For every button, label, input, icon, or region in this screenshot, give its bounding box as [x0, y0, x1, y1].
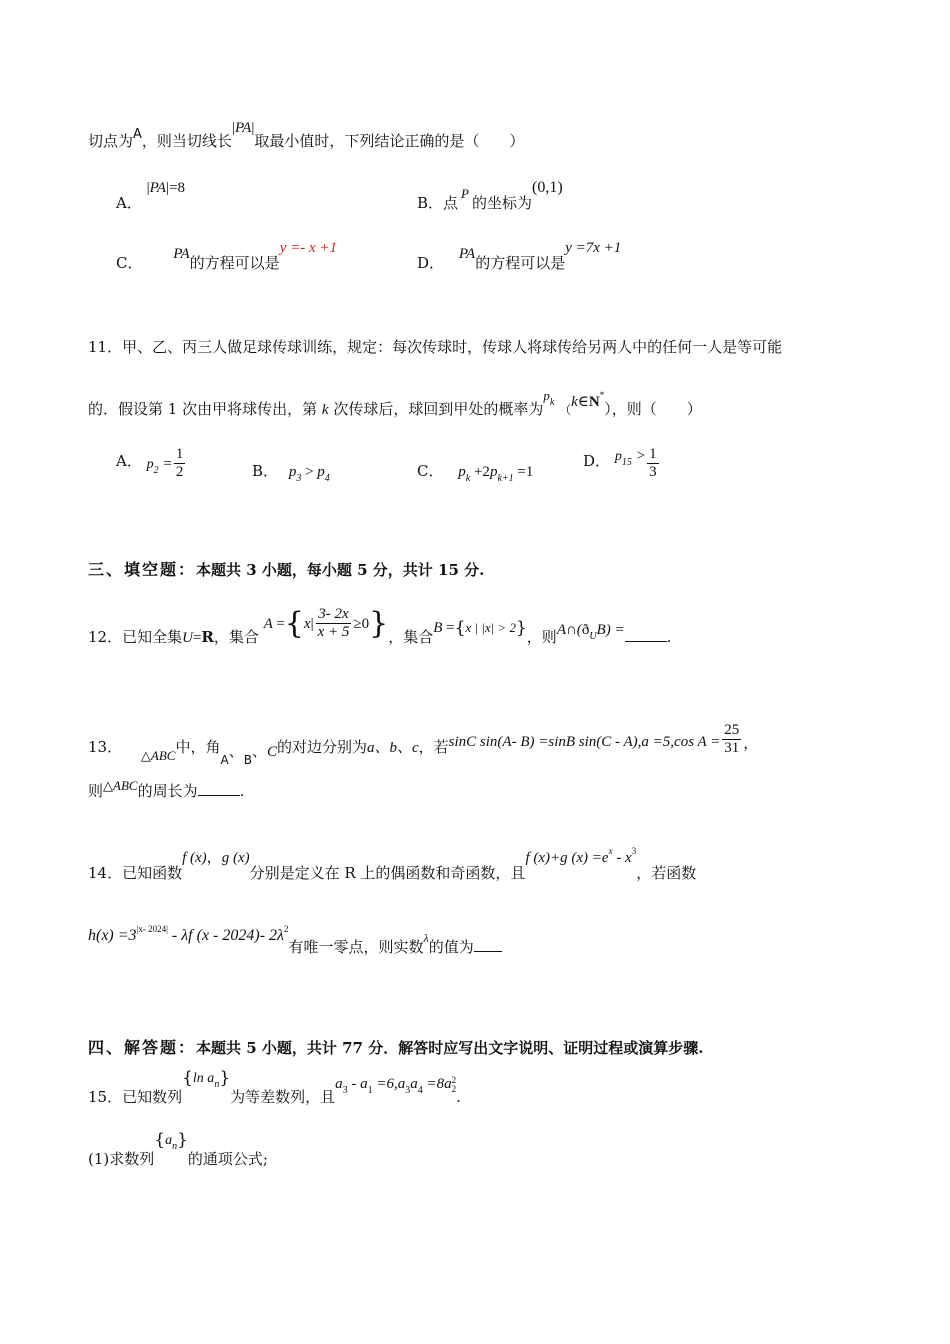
q14-lambda: λ — [423, 931, 429, 945]
q12-eq: = — [276, 615, 285, 632]
q11-cond-in: ∈ — [577, 394, 589, 410]
q11-pk-sub: k — [549, 397, 555, 408]
q12-bar: | — [310, 615, 314, 632]
q13-cos-den: 31 — [724, 740, 740, 757]
q13-sep1: 、 — [228, 741, 244, 760]
q11-option-b — [252, 462, 330, 484]
q13-t1: 中，角 — [175, 737, 221, 756]
q13-line2-a: 则 — [88, 782, 104, 800]
q14-h-mid: - λf (x - 2024)- 2λ — [167, 927, 284, 944]
q11-option-d-gt: > — [636, 447, 646, 464]
q11-paren-open: （ — [559, 403, 572, 417]
q10-tangent-length: PA — [234, 120, 252, 136]
q11-option-c-eq: =1 — [517, 464, 534, 480]
q13-answer-blank[interactable] — [198, 795, 240, 796]
q12-complement-sub: U — [589, 630, 597, 642]
q12-result: A∩( — [556, 621, 582, 638]
q14-answer-blank[interactable] — [474, 951, 502, 952]
q11-option-c-p2: p — [489, 464, 498, 480]
q15-c4: a — [410, 1076, 418, 1093]
section3-title: 三、填空题： — [88, 560, 197, 579]
q14-h-lhs: h(x) =3 — [88, 927, 137, 944]
q15-c3-sub: 3 — [405, 1085, 411, 1097]
q11-option-b-p1: p — [288, 464, 297, 480]
q15-c2: - a — [347, 1076, 368, 1093]
q10-option-a-lhs: PA — [149, 180, 167, 196]
q10-option-d-label: D． — [417, 254, 445, 272]
q15-part1-prefix: (1)求数列 — [88, 1150, 155, 1169]
q11-option-d-num: 1 — [647, 446, 659, 464]
q13-line1 — [88, 712, 759, 767]
q13-line2 — [88, 776, 245, 800]
q10-option-c-var: PA — [173, 246, 190, 262]
q14-t4: 的值为 — [428, 938, 474, 956]
q12-prefix: 12．已知全集 — [88, 627, 183, 646]
q12-B-set: x | |x| > 2 — [465, 619, 516, 635]
q10-option-b — [417, 178, 563, 212]
q14-t2: ，若函数 — [636, 864, 697, 882]
q10-option-c-equation: y =- x +1 — [279, 240, 337, 256]
q14-g: g (x) — [221, 850, 250, 866]
q12-answer-blank[interactable] — [625, 641, 667, 642]
q12-end: . — [666, 627, 672, 646]
q12-ge0: ≥0 — [353, 615, 370, 632]
q11-line1: 11．甲、乙、丙三人做足球传球训练，规定：每次传球时，传球人将球传给另两人中的任何一人是等可能 — [88, 338, 783, 356]
section4-heading — [88, 1038, 703, 1057]
q10-stem-c: 取最小值时，下列结论正确的是（ ） — [254, 132, 525, 150]
q11-paren-close: ），则（ ） — [604, 400, 702, 418]
q10-point-a: A — [133, 127, 142, 142]
q10-option-b-math: (0,1) — [532, 179, 563, 196]
q12-mid2: ，集合 — [388, 627, 434, 646]
q14-h-exp2: 2 — [283, 924, 289, 934]
q15-part1-sub: n — [172, 1141, 178, 1153]
q10-option-c — [116, 238, 337, 272]
q14-line1 — [88, 846, 697, 882]
q11-option-b-sub2: 4 — [324, 473, 330, 484]
q12-den: x + 5 — [317, 624, 350, 641]
q15-c5: =8a — [422, 1076, 452, 1093]
q13-comma: ， — [743, 733, 759, 752]
q12: 12．已知全集U=R，集合 A ={x| $\frac{3- 2x}{x + 5}$ ≥0}，集合B ={x | |x| > 2}，则$A\cap(ð_UB)$ = . — [88, 605, 672, 646]
q11-option-c-label: C． — [417, 462, 444, 480]
q13-prefix: 13． — [88, 737, 123, 756]
q11-option-b-sub1: 3 — [296, 473, 302, 484]
q11-cond-k: k — [571, 394, 578, 410]
q10-option-d-text: 的方程可以是 — [475, 254, 566, 272]
q15-c4-sub: 4 — [417, 1085, 423, 1097]
q15-seq: ln a — [192, 1071, 215, 1087]
q15-part1: (1)求数列$\{a_n\}$的通项公式; — [88, 1130, 268, 1169]
q12-num: 3- 2x — [316, 606, 350, 624]
q11-line2-b: 次传球后，球回到甲处的概率为 — [333, 400, 544, 418]
q15-c2-sub: 1 — [367, 1085, 373, 1097]
q11-cond-star: * — [599, 390, 605, 400]
q11-option-d-den: 3 — [649, 464, 657, 481]
q14-h-exp: |x- 2024| — [136, 924, 168, 934]
q11-option-c-sub2: k+1 — [497, 473, 514, 484]
q15-prefix: 15．已知数列 — [88, 1088, 183, 1107]
q11-pk: p — [543, 388, 550, 403]
q13-end: . — [239, 782, 245, 800]
q10-option-d-var: PA — [458, 246, 476, 262]
q11-option-a-eq: = — [163, 455, 172, 472]
q11-option-d-sub: 15 — [621, 456, 632, 468]
q10-option-a-label: A． — [116, 194, 142, 212]
q11-option-a-p: p — [146, 456, 154, 472]
q15-t1: 为等差数列，且 — [230, 1088, 336, 1107]
q14-eq-mid: - x — [612, 850, 632, 866]
q11-option-a-num: 1 — [174, 446, 186, 464]
q13-B: B — [243, 752, 252, 767]
q11-option-a-sub: 2 — [153, 464, 159, 476]
q10-option-d-equation: y =7x +1 — [565, 240, 622, 256]
q10-option-b-var: P — [461, 186, 469, 201]
q11-option-a-den: 2 — [175, 464, 184, 481]
q15-part1-text: 的通项公式; — [187, 1150, 268, 1169]
q11-option-c-plus: +2 — [473, 464, 490, 480]
q11-option-b-gt: > — [305, 464, 314, 480]
q10-stem-b: ，则当切线长 — [141, 132, 232, 150]
q15-seq-sub: n — [214, 1079, 220, 1091]
q12-eq2: = — [446, 619, 455, 636]
q14-eq-lhs: f (x)+g (x) =e — [525, 850, 609, 866]
q13-condition: sinC sin(A- B) =sinB sin(C - A),a =5,cos A = — [448, 733, 721, 750]
q11-option-d — [583, 446, 661, 482]
q11-option-b-label: B． — [252, 462, 279, 480]
q11-option-b-p2: p — [317, 464, 325, 480]
q10-option-a-rhs: =8 — [169, 180, 186, 196]
q15-part1-seq: a — [165, 1133, 173, 1149]
q13-t3: ，若 — [418, 737, 449, 756]
q14-t1: 分别是定义在 R 上的偶函数和奇函数，且 — [249, 864, 526, 882]
q13-A: A — [220, 752, 229, 767]
q13-line2-triangle: △ABC — [103, 778, 138, 793]
q11-k: k — [321, 402, 329, 418]
q13-C: C — [266, 743, 277, 760]
q15-c1-sub: 3 — [342, 1085, 348, 1097]
q11-option-a — [116, 446, 187, 482]
q12-complement: ð — [581, 621, 590, 638]
q11-option-d-p: p — [614, 448, 622, 464]
q12-B: B — [433, 619, 443, 636]
q12-x: x — [303, 615, 311, 632]
q11-cond-N: N — [588, 394, 600, 410]
q15-c3: =6,a — [372, 1076, 406, 1093]
q10-option-b-text1: 点 — [443, 194, 459, 212]
q10-stem: 切点为A，则当切线长|PA|取最小值时，下列结论正确的是（ ） — [88, 120, 525, 150]
q10-option-b-text2: 的坐标为 — [472, 194, 533, 212]
q12-result-end: B) = — [596, 621, 625, 638]
section3-desc: 本题共 3 小题，每小题 5 分，共计 15 分. — [196, 561, 485, 579]
q14-eq-exp: x — [608, 846, 613, 856]
q12-U: U — [182, 629, 193, 646]
q13-triangle: △ABC — [140, 747, 176, 763]
q14-line2 — [88, 924, 502, 956]
q13-cos-num: 25 — [722, 722, 741, 740]
q13-abc: a、b、c — [366, 739, 419, 756]
q13-sep2: 、 — [251, 741, 267, 760]
q10-option-d — [417, 238, 622, 272]
q14-eq-exp2: 3 — [631, 846, 637, 856]
q11-line2-a: 的．假设第 1 次由甲将球传出，第 — [88, 400, 318, 418]
q14-sep: ， — [206, 848, 222, 866]
q15-end: . — [456, 1088, 461, 1107]
q11-option-c-p1: p — [458, 464, 466, 480]
q11-option-d-label: D． — [583, 451, 611, 470]
q10-option-c-text: 的方程可以是 — [189, 254, 280, 272]
q11-option-a-label: A． — [116, 451, 142, 470]
q15-c5-sup: 2 — [451, 1074, 457, 1085]
q11-line2 — [88, 386, 702, 418]
section4-desc: 本题共 5 小题，共计 77 分．解答时应写出文字说明、证明过程或演算步骤. — [196, 1039, 704, 1057]
q10-option-a: A． |PA|=8 — [116, 180, 186, 212]
q12-eq-R: = — [192, 629, 202, 646]
section4-title: 四、解答题： — [88, 1038, 197, 1057]
q14-t3: 有唯一零点，则实数 — [288, 938, 424, 956]
q10-option-c-label: C． — [116, 254, 143, 272]
q12-mid: ，集合 — [213, 627, 259, 646]
q12-mid3: ，则 — [526, 627, 557, 646]
q10-option-b-label: B． — [417, 194, 444, 212]
q13-line2-b: 的周长为 — [137, 782, 198, 800]
q14-f: f (x) — [182, 850, 207, 866]
section3-heading — [88, 560, 484, 579]
q15: 15．已知数列{ln $a_n$}为等差数列，且$a_3 - a_1 =6,a_3a_4 =8a$ 2 2 . — [88, 1068, 461, 1107]
q15-c1: a — [335, 1076, 343, 1093]
q14-prefix: 14．已知函数 — [88, 864, 183, 882]
q13-t2: 的对边分别为 — [276, 737, 367, 756]
q11-option-c-sub1: k — [465, 473, 471, 484]
q15-c5-sub: 2 — [451, 1083, 457, 1094]
q11-option-c — [417, 462, 534, 484]
q12-A: A — [263, 615, 273, 632]
q10-stem-a: 切点为 — [88, 132, 134, 150]
q12-R: R — [201, 627, 214, 646]
